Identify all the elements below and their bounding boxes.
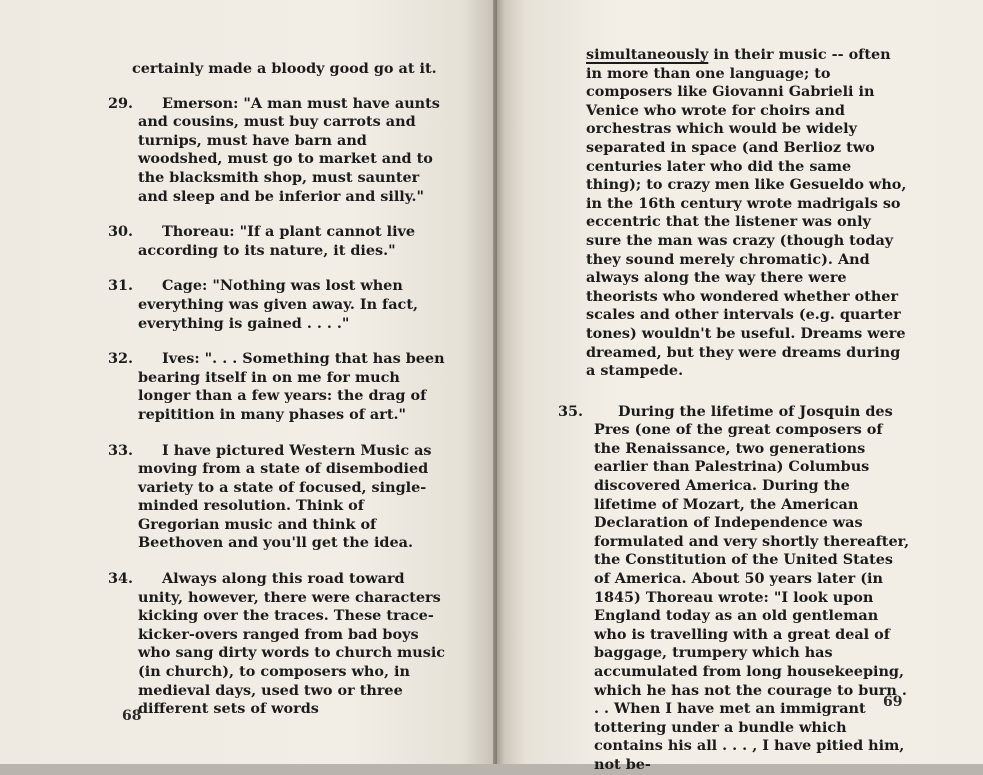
- page-number-right: 69: [883, 694, 903, 710]
- entry-number: 33.: [108, 441, 134, 459]
- underlined-word: simultaneously: [586, 46, 709, 63]
- numbered-entry-30: [108, 223, 450, 260]
- entry-text: I have pictured Western Music as moving from a state of disembodied variety to a state of focused, single-minded resolution. Think of Gregorian music and think of Beethoven and you'll get the idea.: [138, 441, 432, 552]
- entry-number: 35.: [558, 402, 584, 420]
- left-page: [0, 0, 497, 764]
- entry-number: 31.: [108, 277, 134, 295]
- entry-number: 30.: [108, 223, 134, 241]
- page-number: 68: [122, 708, 142, 724]
- numbered-entry-33: [108, 442, 450, 554]
- right-page-text: [558, 46, 910, 775]
- entry-text: Cage: "Nothing was lost when everything was given away. In fact, everything is gained . . . .": [138, 277, 418, 332]
- entry-text: Ives: ". . . Something that has been bearing itself in on me for much longer than a few years: the drag of repitition in many phases of art.": [138, 350, 445, 423]
- entry-number: 29.: [108, 94, 134, 112]
- continuation-text: certainly made a bloody good go at it.: [132, 60, 437, 77]
- numbered-entry-35: [558, 403, 910, 775]
- entry-text: During the lifetime of Josquin des Pres (one of the great composers of the Renaissance, two generations earlier than Palestrina) Columbus discovered America. During the lifetime of Mozart, the American Declaration of Independence was formulated and very shortly thereafter, the Constitution of the United States of America. About 50 years later (in 1845) Thoreau wrote: "I look upon England today as an old gentleman who is travelling with a great deal of baggage, trumpery which has accumulated from long housekeeping, which he has not the courage to burn . . . When I have met an immigrant tottering under a bundle which contains his all . . . , I have pitied him, not be-: [594, 402, 910, 773]
- numbered-entry-34: [108, 570, 450, 719]
- continuation-text: [586, 46, 910, 381]
- numbered-entry-31: [108, 277, 450, 333]
- entry-number: 32.: [108, 350, 134, 368]
- left-page-text: [108, 60, 450, 719]
- entry-text: Always along this road toward unity, however, there were characters kicking over the traces. These trace-kicker-overs ranged from bad boys who sang dirty words to church music (in church), to composers who, in medieval days, used two or three different sets of words: [138, 570, 446, 718]
- numbered-entry-29: [108, 95, 450, 207]
- entry-number: 34.: [108, 570, 134, 588]
- entry-text: Thoreau: "If a plant cannot live according to its nature, it dies.": [138, 223, 416, 259]
- numbered-entry-32: [108, 350, 450, 424]
- entry-text: Emerson: "A man must have aunts and cousins, must buy carrots and turnips, must have barn and woodshed, must go to market and to the blacksmith shop, must saunter and sleep and be inferior and silly.": [138, 94, 440, 205]
- continuation-rest: in their music -- often in more than one language; to composers like Giovanni Gabrieli in Venice who wrote for choirs and orchestras which would be widely separated in space (and Berlioz two centuries later who did the same thing); to crazy men like Gesueldo who, in the 16th century wrote madrigals so eccentric that the listener was only sure the man was crazy (though today they sound merely chromatic). And always along the way there were theorists who wondered whether other scales and other intervals (e.g. quarter tones) wouldn't be useful. Dreams were dreamed, but they were dreams during a stampede.: [586, 46, 907, 380]
